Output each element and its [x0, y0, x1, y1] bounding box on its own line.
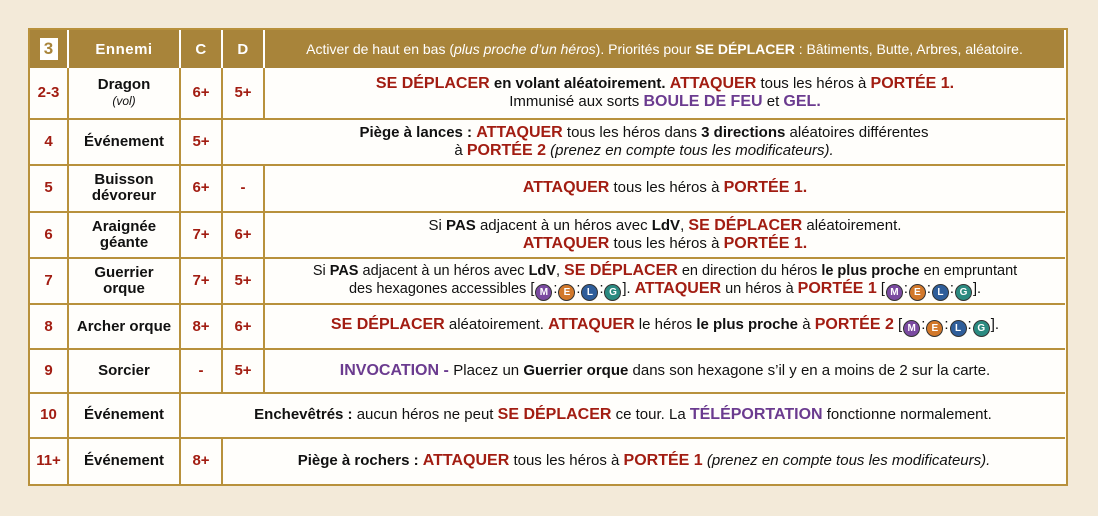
c-value: 8+ — [180, 304, 222, 348]
header-d: D — [222, 30, 264, 68]
enemy-name: Sorcier — [68, 349, 180, 393]
effect-text: Piège à lances : ATTAQUER tous les héros dans 3 directions aléatoires différentes à PORTÉE 2 (prenez en compte tous les modificateurs). — [222, 119, 1065, 165]
table-row — [30, 349, 1065, 393]
table-row — [30, 304, 1065, 348]
magic-token-icon: M — [535, 284, 552, 301]
header-enemy: Ennemi — [68, 30, 180, 68]
c-value: 5+ — [180, 119, 222, 165]
d-value: 5+ — [222, 349, 264, 393]
table-row — [30, 258, 1065, 304]
ground-token-icon: G — [604, 284, 621, 301]
c-value: 8+ — [180, 438, 222, 484]
header-number: 3 — [30, 30, 68, 68]
header-c: C — [180, 30, 222, 68]
roll-value: 10 — [30, 393, 68, 437]
d-value: 6+ — [222, 304, 264, 348]
header-instructions: Activer de haut en bas (plus proche d’un héros). Priorités pour SE DÉPLACER : Bâtiments, Butte, Arbres, aléatoire. — [264, 30, 1065, 68]
roll-value: 5 — [30, 165, 68, 211]
d-value: 5+ — [222, 258, 264, 304]
effect-text: Si PAS adjacent à un héros avec LdV, SE DÉPLACER en direction du héros le plus proche en empruntant des hexagones accessibles [ M : E : L : G ]. ATTAQUER un héros à PORTÉE 1 [ M : E : L : G ]. — [264, 258, 1065, 304]
c-value: 6+ — [180, 165, 222, 211]
effect-text: Si PAS adjacent à un héros avec LdV, SE DÉPLACER aléatoirement. ATTAQUER tous les héros à PORTÉE 1. — [264, 212, 1065, 258]
table-row — [30, 212, 1065, 258]
magic-token-icon: M — [903, 320, 920, 337]
light-token-icon: L — [932, 284, 949, 301]
table-row — [30, 165, 1065, 211]
c-value: 6+ — [180, 68, 222, 118]
roll-value: 6 — [30, 212, 68, 258]
earth-token-icon: E — [926, 320, 943, 337]
effect-text: Enchevêtrés : aucun héros ne peut SE DÉPLACER ce tour. La TÉLÉPORTATION fonctionne normalement. — [180, 393, 1065, 437]
enemy-table — [30, 30, 1066, 484]
ground-token-icon: G — [973, 320, 990, 337]
d-value: 5+ — [222, 68, 264, 118]
table-row — [30, 393, 1065, 437]
enemy-name: Buisson dévoreur — [68, 165, 180, 211]
enemy-table-frame — [28, 28, 1068, 486]
enemy-name: Archer orque — [68, 304, 180, 348]
enemy-name: Événement — [68, 119, 180, 165]
effect-text: SE DÉPLACER aléatoirement. ATTAQUER le héros le plus proche à PORTÉE 2 [ M : E : L : G ]. — [264, 304, 1065, 348]
enemy-name: Dragon (vol) — [68, 68, 180, 118]
roll-value: 11+ — [30, 438, 68, 484]
effect-text: Piège à rochers : ATTAQUER tous les héros à PORTÉE 1 (prenez en compte tous les modificateurs). — [297, 452, 991, 470]
roll-value: 4 — [30, 119, 68, 165]
effect-text: INVOCATION - Placez un Guerrier orque dans son hexagone s’il y en a moins de 2 sur la carte. — [264, 349, 1065, 393]
roll-value: 9 — [30, 349, 68, 393]
d-value: 6+ — [222, 212, 264, 258]
light-token-icon: L — [950, 320, 967, 337]
roll-value: 8 — [30, 304, 68, 348]
enemy-name: Événement — [68, 393, 180, 437]
c-value: - — [180, 349, 222, 393]
enemy-name: Événement — [68, 438, 180, 484]
table-row — [30, 68, 1065, 118]
c-value: 7+ — [180, 212, 222, 258]
roll-value: 7 — [30, 258, 68, 304]
magic-token-icon: M — [886, 284, 903, 301]
c-value: 7+ — [180, 258, 222, 304]
roll-value: 2-3 — [30, 68, 68, 118]
earth-token-icon: E — [909, 284, 926, 301]
enemy-name: Guerrier orque — [68, 258, 180, 304]
effect-text: SE DÉPLACER en volant aléatoirement. ATTAQUER tous les héros à PORTÉE 1. Immunisé aux sorts BOULE DE FEU et GEL. — [264, 68, 1065, 118]
light-token-icon: L — [581, 284, 598, 301]
earth-token-icon: E — [558, 284, 575, 301]
table-row — [30, 119, 1065, 165]
enemy-name: Araignée géante — [68, 212, 180, 258]
table-row — [30, 438, 1065, 484]
d-value: - — [222, 165, 264, 211]
table-header — [30, 30, 1065, 68]
ground-token-icon: G — [955, 284, 972, 301]
effect-text: ATTAQUER tous les héros à PORTÉE 1. — [264, 165, 1065, 211]
